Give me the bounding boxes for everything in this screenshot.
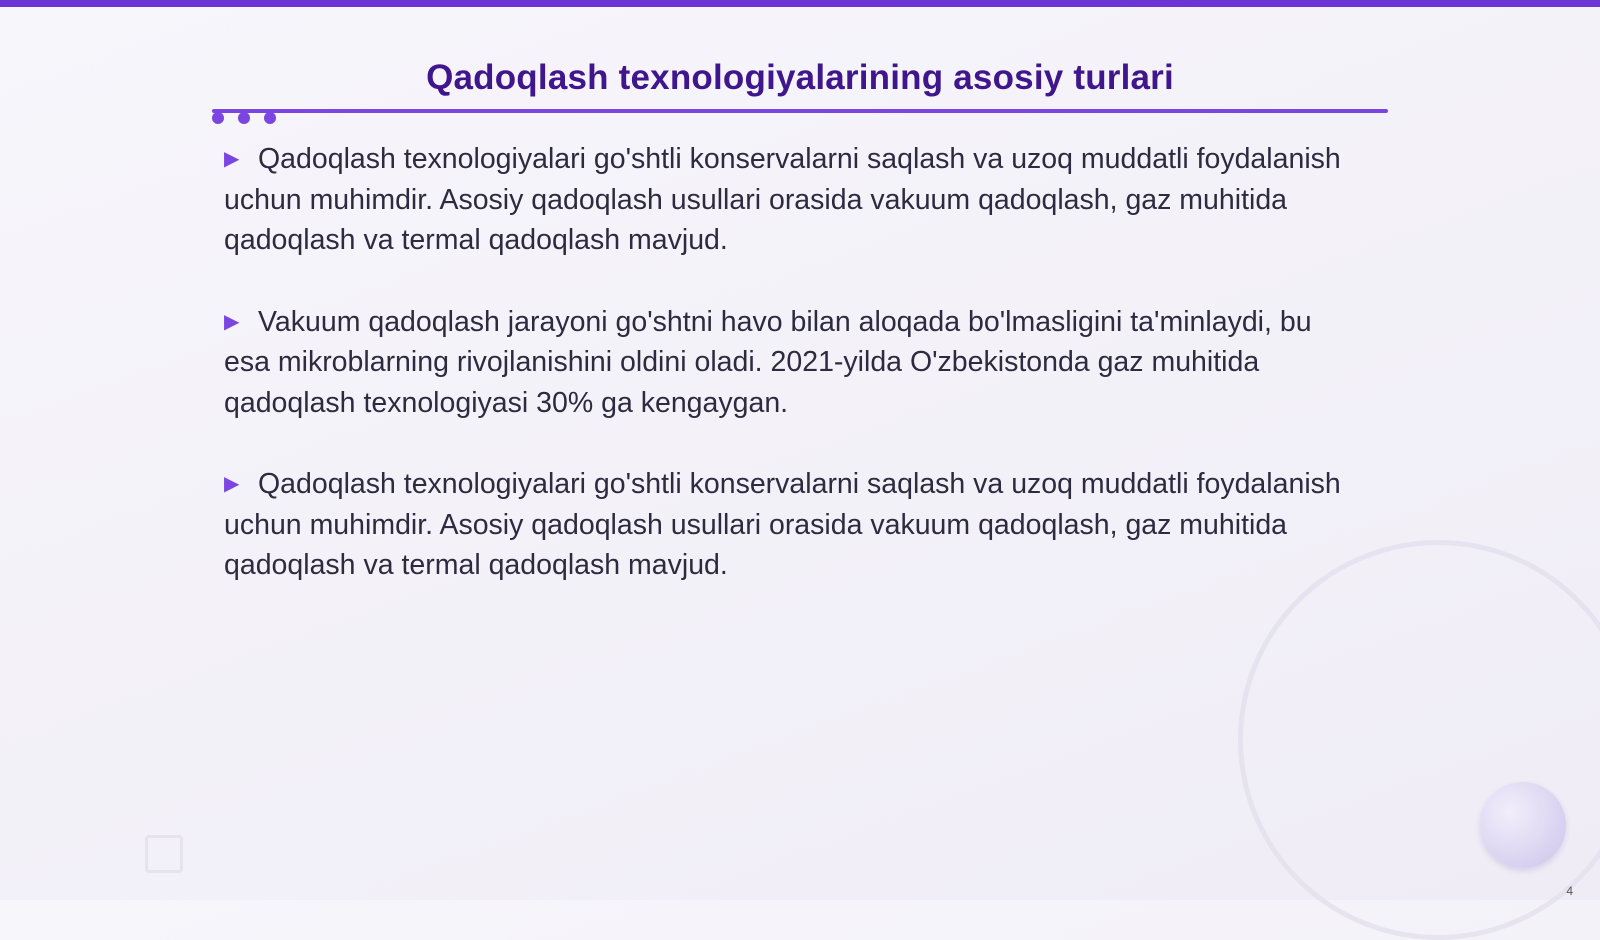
title-underline — [212, 109, 1388, 113]
bullet-text: Vakuum qadoqlash jarayoni go'shtni havo bilan aloqada bo'lmasligini ta'minlaydi, bu esa mikroblarning rivojlanishini oldini oladi. 2021-yilda O'zbekistonda gaz muhitida qadoqlash texnologiyasi 30% ga kengaygan. — [224, 305, 1312, 419]
bullet-text: Qadoqlash texnologiyalari go'shtli konservalarni saqlash va uzoq muddatli foydalanish uchun muhimdir. Asosiy qadoqlash usullari orasida vakuum qadoqlash, gaz muhitida qadoqlash va termal qadoqlash mavjud. — [224, 468, 1341, 581]
bullet-item — [224, 139, 1364, 261]
decorative-dot — [264, 112, 276, 124]
triangle-bullet-icon: ▶ — [224, 148, 240, 170]
slide-title: Qadoqlash texnologiyalarining asosiy turlari — [426, 58, 1174, 97]
decorative-orb — [1480, 782, 1566, 868]
decorative-dot — [212, 112, 224, 124]
bullet-item — [224, 464, 1364, 586]
triangle-bullet-icon: ▶ — [224, 473, 240, 495]
bullet-list — [224, 139, 1364, 627]
top-accent-bar — [0, 0, 1600, 7]
bullet-item — [224, 302, 1364, 424]
decorative-dot — [238, 112, 250, 124]
bullet-text: Qadoqlash texnologiyalari go'shtli konservalarni saqlash va uzoq muddatli foydalanish uchun muhimdir. Asosiy qadoqlash usullari orasida vakuum qadoqlash, gaz muhitida qadoqlash va termal qadoqlash mavjud. — [224, 143, 1341, 256]
decorative-square — [145, 835, 183, 873]
page-number: 4 — [1566, 884, 1573, 898]
triangle-bullet-icon: ▶ — [224, 310, 240, 333]
